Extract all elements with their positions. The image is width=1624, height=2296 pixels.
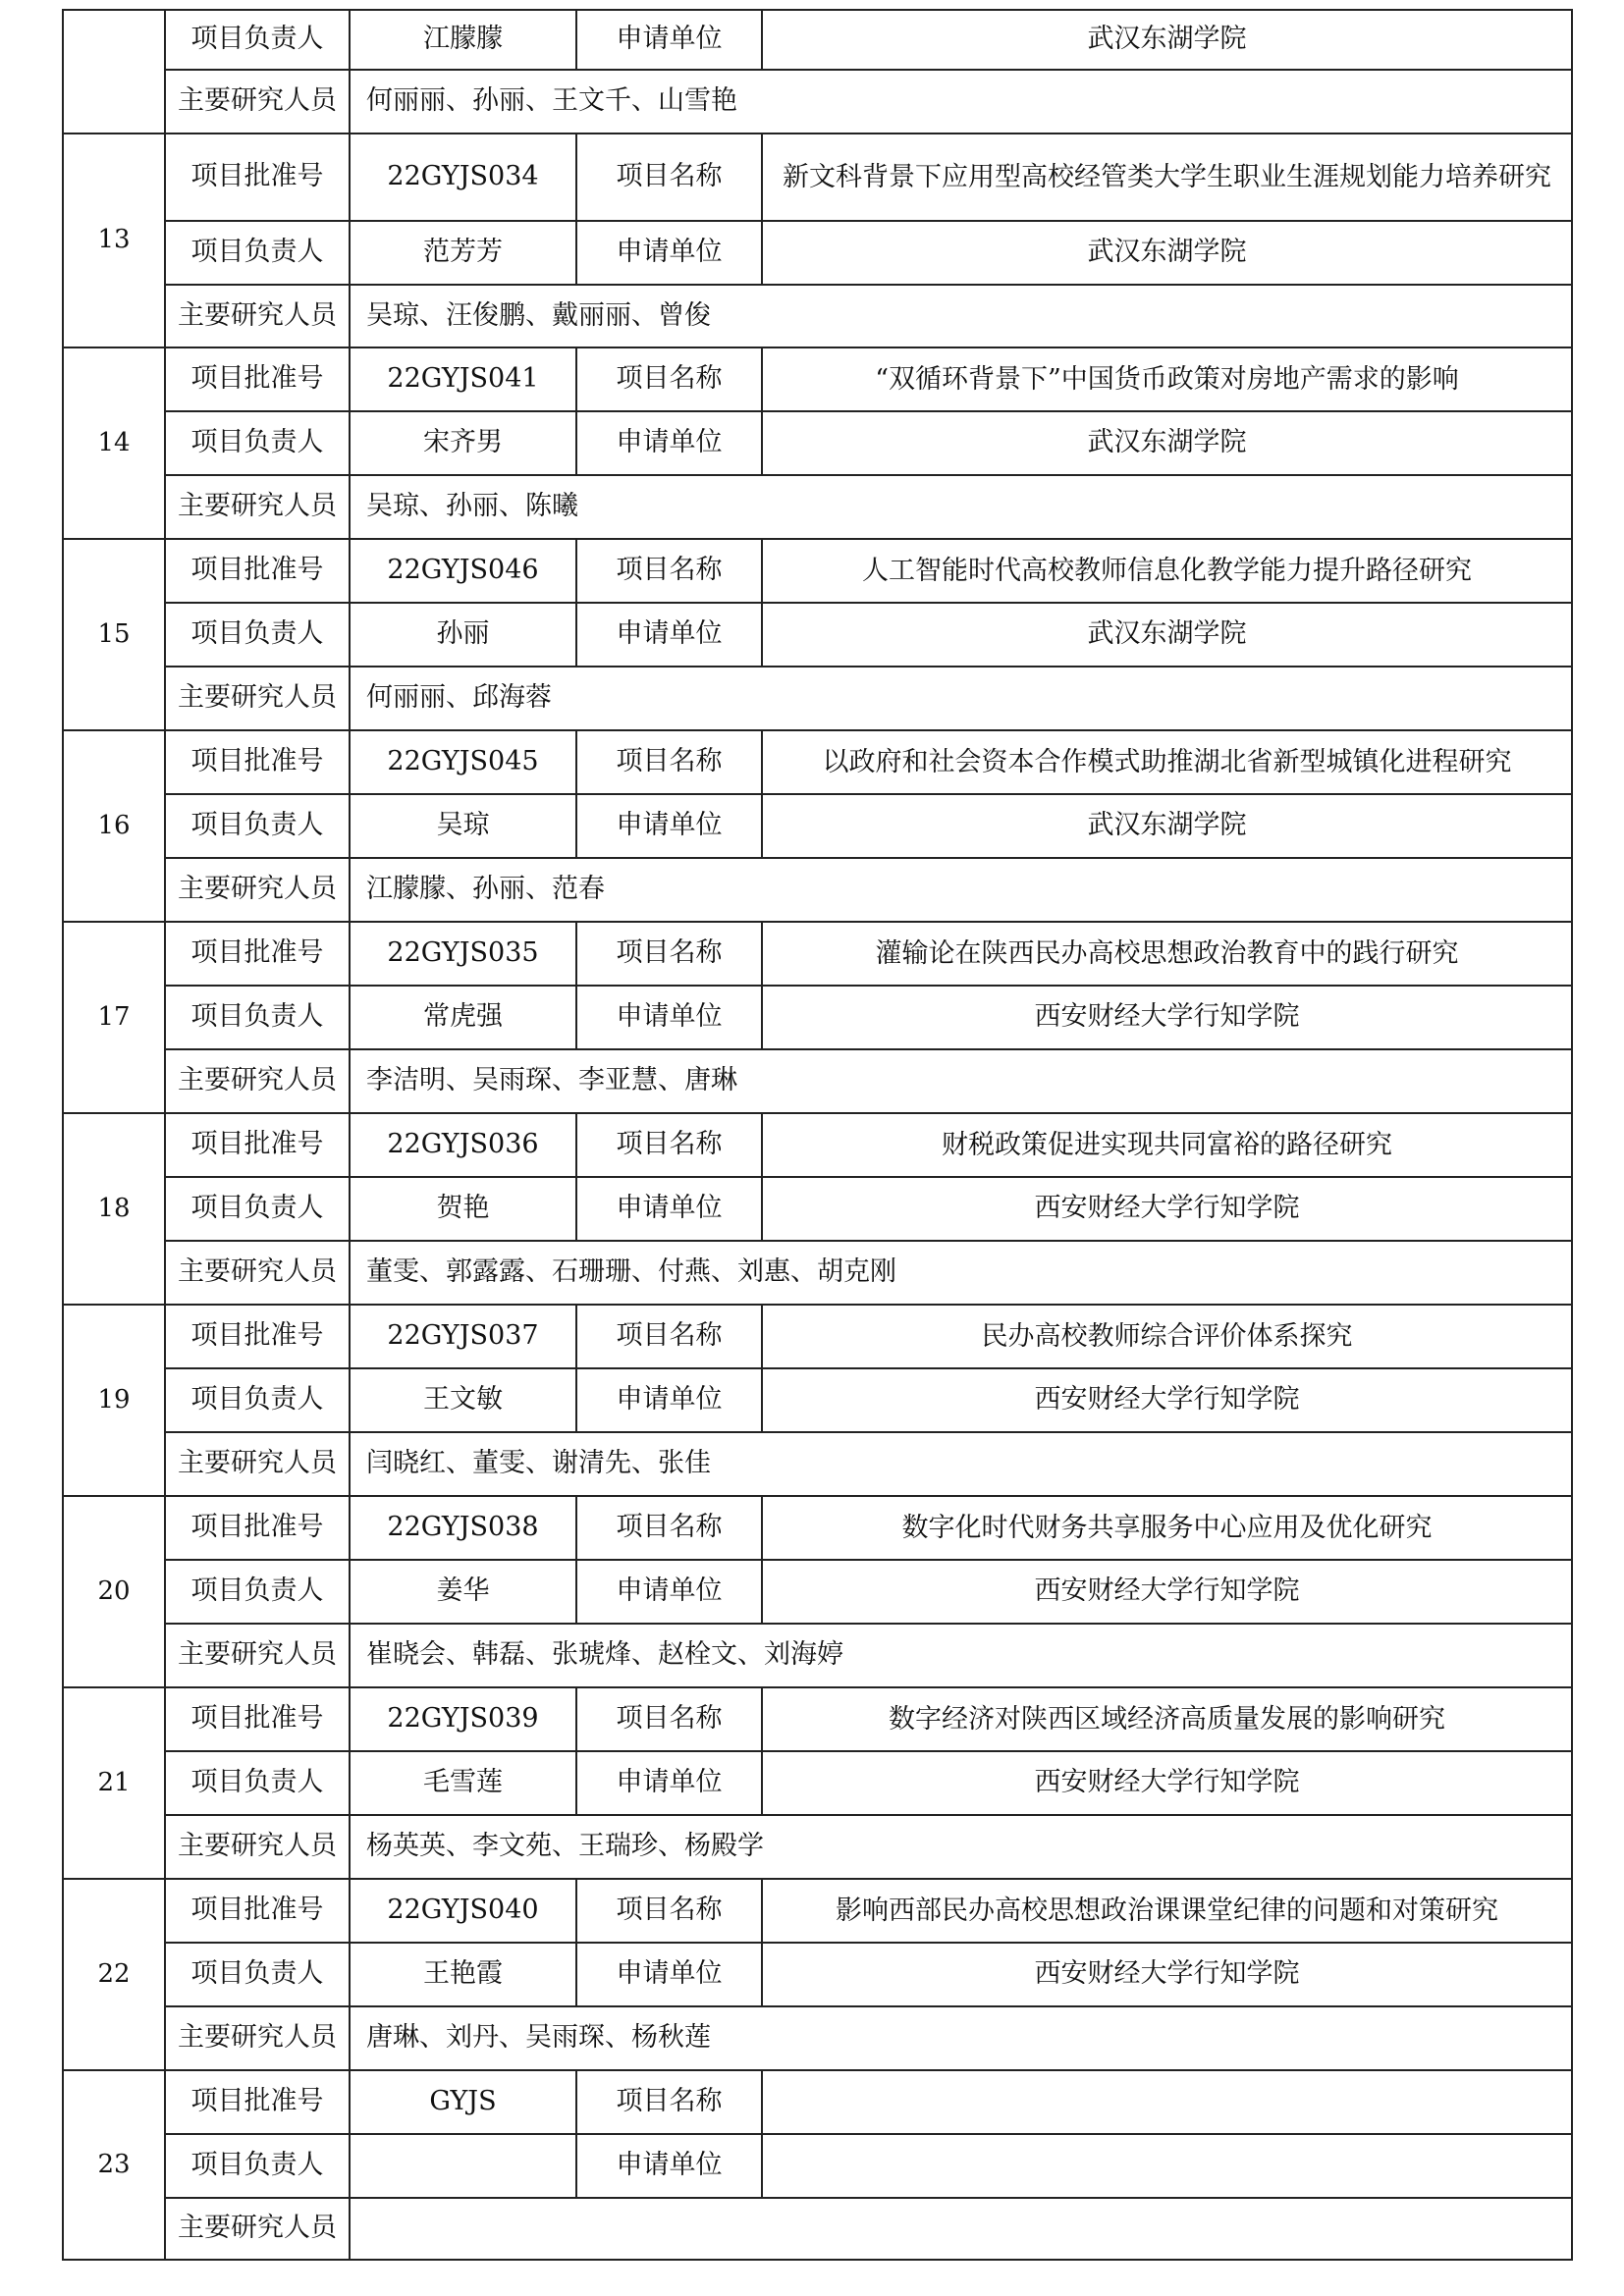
row-index: 20 (63, 1496, 165, 1687)
table-row (63, 1241, 1572, 1305)
approval-no-value: GYJS (350, 2070, 576, 2134)
members-value: 吴琼、孙丽、陈曦 (350, 475, 1572, 539)
members-label: 主要研究人员 (165, 1432, 350, 1496)
project-name-label: 项目名称 (576, 1879, 762, 1943)
leader-value: 王文敏 (350, 1368, 576, 1432)
members-value: 何丽丽、邱海蓉 (350, 667, 1572, 730)
leader-value: 毛雪莲 (350, 1751, 576, 1815)
approval-no-label: 项目批准号 (165, 1687, 350, 1751)
project-name-label: 项目名称 (576, 1305, 762, 1368)
table-row (63, 1432, 1572, 1496)
table-row (63, 667, 1572, 730)
project-name-value: 人工智能时代高校教师信息化教学能力提升路径研究 (762, 539, 1572, 603)
members-value: 唐琳、刘丹、吴雨琛、杨秋莲 (350, 2006, 1572, 2070)
members-value: 江朦朦、孙丽、范春 (350, 858, 1572, 922)
table-row (63, 347, 1572, 411)
unit-value: 西安财经大学行知学院 (762, 1368, 1572, 1432)
leader-label: 项目负责人 (165, 1751, 350, 1815)
row-index (63, 10, 165, 133)
table-row (63, 2134, 1572, 2198)
members-value: 何丽丽、孙丽、王文千、山雪艳 (350, 70, 1572, 133)
members-label: 主要研究人员 (165, 667, 350, 730)
unit-label: 申请单位 (576, 986, 762, 1049)
unit-label: 申请单位 (576, 603, 762, 667)
leader-value: 孙丽 (350, 603, 576, 667)
project-table-body (63, 10, 1572, 2260)
row-index: 14 (63, 347, 165, 539)
table-row (63, 1624, 1572, 1687)
unit-label: 申请单位 (576, 1943, 762, 2006)
project-name-label: 项目名称 (576, 1687, 762, 1751)
leader-label: 项目负责人 (165, 10, 350, 70)
approval-no-label: 项目批准号 (165, 730, 350, 794)
table-row (63, 1687, 1572, 1751)
unit-label: 申请单位 (576, 1751, 762, 1815)
leader-value: 王艳霞 (350, 1943, 576, 2006)
members-label: 主要研究人员 (165, 1624, 350, 1687)
leader-value: 吴琼 (350, 794, 576, 858)
unit-label: 申请单位 (576, 1560, 762, 1624)
leader-label: 项目负责人 (165, 794, 350, 858)
project-name-value: 数字经济对陕西区域经济高质量发展的影响研究 (762, 1687, 1572, 1751)
table-row (63, 922, 1572, 986)
project-name-value: 数字化时代财务共享服务中心应用及优化研究 (762, 1496, 1572, 1560)
row-index: 16 (63, 730, 165, 922)
project-name-label: 项目名称 (576, 2070, 762, 2134)
table-row (63, 1305, 1572, 1368)
table-row (63, 858, 1572, 922)
approval-no-value: 22GYJS035 (350, 922, 576, 986)
table-row (63, 1943, 1572, 2006)
table-row (63, 70, 1572, 133)
members-label: 主要研究人员 (165, 1815, 350, 1879)
row-index: 19 (63, 1305, 165, 1496)
leader-label: 项目负责人 (165, 221, 350, 285)
unit-value: 西安财经大学行知学院 (762, 986, 1572, 1049)
members-value: 杨英英、李文苑、王瑞珍、杨殿学 (350, 1815, 1572, 1879)
approval-no-value: 22GYJS045 (350, 730, 576, 794)
table-row (63, 539, 1572, 603)
table-row (63, 794, 1572, 858)
project-name-label: 项目名称 (576, 347, 762, 411)
members-value: 李洁明、吴雨琛、李亚慧、唐琳 (350, 1049, 1572, 1113)
table-row (63, 10, 1572, 70)
table-row (63, 285, 1572, 347)
table-row (63, 986, 1572, 1049)
project-name-value: 以政府和社会资本合作模式助推湖北省新型城镇化进程研究 (762, 730, 1572, 794)
project-name-value: 新文科背景下应用型高校经管类大学生职业生涯规划能力培养研究 (762, 133, 1572, 221)
approval-no-label: 项目批准号 (165, 1113, 350, 1177)
table-row (63, 1368, 1572, 1432)
table-row (63, 603, 1572, 667)
row-index: 22 (63, 1879, 165, 2070)
approval-no-label: 项目批准号 (165, 1305, 350, 1368)
table-row (63, 1560, 1572, 1624)
project-name-label: 项目名称 (576, 1113, 762, 1177)
project-list-table (62, 9, 1573, 2261)
members-label: 主要研究人员 (165, 858, 350, 922)
members-value: 董雯、郭露露、石珊珊、付燕、刘惠、胡克刚 (350, 1241, 1572, 1305)
unit-label: 申请单位 (576, 411, 762, 475)
row-index: 17 (63, 922, 165, 1113)
members-value: 崔晓会、韩磊、张琥烽、赵栓文、刘海婷 (350, 1624, 1572, 1687)
table-row (63, 475, 1572, 539)
table-row (63, 1113, 1572, 1177)
project-name-value: 民办高校教师综合评价体系探究 (762, 1305, 1572, 1368)
project-name-label: 项目名称 (576, 922, 762, 986)
table-row (63, 1049, 1572, 1113)
approval-no-value: 22GYJS041 (350, 347, 576, 411)
unit-value: 武汉东湖学院 (762, 221, 1572, 285)
table-row (63, 133, 1572, 221)
members-label: 主要研究人员 (165, 1241, 350, 1305)
table-row (63, 1177, 1572, 1241)
approval-no-value: 22GYJS036 (350, 1113, 576, 1177)
approval-no-label: 项目批准号 (165, 347, 350, 411)
approval-no-value: 22GYJS039 (350, 1687, 576, 1751)
unit-value: 武汉东湖学院 (762, 411, 1572, 475)
approval-no-value: 22GYJS040 (350, 1879, 576, 1943)
approval-no-label: 项目批准号 (165, 2070, 350, 2134)
members-value: 吴琼、汪俊鹏、戴丽丽、曾俊 (350, 285, 1572, 347)
table-row (63, 2198, 1572, 2260)
table-row (63, 730, 1572, 794)
project-name-value: “双循环背景下”中国货币政策对房地产需求的影响 (762, 347, 1572, 411)
leader-value: 江朦朦 (350, 10, 576, 70)
table-row (63, 1815, 1572, 1879)
table-row (63, 1879, 1572, 1943)
project-name-value: 影响西部民办高校思想政治课课堂纪律的问题和对策研究 (762, 1879, 1572, 1943)
table-row (63, 2006, 1572, 2070)
unit-value (762, 2134, 1572, 2198)
approval-no-label: 项目批准号 (165, 1496, 350, 1560)
leader-value (350, 2134, 576, 2198)
leader-label: 项目负责人 (165, 1943, 350, 2006)
project-name-value (762, 2070, 1572, 2134)
table-row (63, 221, 1572, 285)
project-name-label: 项目名称 (576, 539, 762, 603)
unit-label: 申请单位 (576, 10, 762, 70)
project-name-value: 财税政策促进实现共同富裕的路径研究 (762, 1113, 1572, 1177)
unit-label: 申请单位 (576, 2134, 762, 2198)
approval-no-value: 22GYJS038 (350, 1496, 576, 1560)
unit-label: 申请单位 (576, 794, 762, 858)
project-name-value: 灌输论在陕西民办高校思想政治教育中的践行研究 (762, 922, 1572, 986)
leader-value: 常虎强 (350, 986, 576, 1049)
unit-value: 武汉东湖学院 (762, 603, 1572, 667)
leader-value: 姜华 (350, 1560, 576, 1624)
members-label: 主要研究人员 (165, 285, 350, 347)
leader-label: 项目负责人 (165, 2134, 350, 2198)
approval-no-label: 项目批准号 (165, 133, 350, 221)
unit-value: 西安财经大学行知学院 (762, 1177, 1572, 1241)
project-name-label: 项目名称 (576, 730, 762, 794)
unit-label: 申请单位 (576, 1177, 762, 1241)
leader-label: 项目负责人 (165, 603, 350, 667)
row-index: 13 (63, 133, 165, 347)
members-value: 闫晓红、董雯、谢清先、张佳 (350, 1432, 1572, 1496)
row-index: 23 (63, 2070, 165, 2260)
members-label: 主要研究人员 (165, 1049, 350, 1113)
unit-value: 西安财经大学行知学院 (762, 1943, 1572, 2006)
leader-value: 贺艳 (350, 1177, 576, 1241)
unit-value: 西安财经大学行知学院 (762, 1560, 1572, 1624)
approval-no-value: 22GYJS034 (350, 133, 576, 221)
row-index: 21 (63, 1687, 165, 1879)
table-row (63, 1751, 1572, 1815)
approval-no-value: 22GYJS037 (350, 1305, 576, 1368)
project-name-label: 项目名称 (576, 133, 762, 221)
unit-value: 武汉东湖学院 (762, 10, 1572, 70)
leader-label: 项目负责人 (165, 986, 350, 1049)
unit-value: 西安财经大学行知学院 (762, 1751, 1572, 1815)
unit-label: 申请单位 (576, 1368, 762, 1432)
unit-label: 申请单位 (576, 221, 762, 285)
project-name-label: 项目名称 (576, 1496, 762, 1560)
members-label: 主要研究人员 (165, 2198, 350, 2260)
leader-label: 项目负责人 (165, 1177, 350, 1241)
leader-label: 项目负责人 (165, 1560, 350, 1624)
leader-label: 项目负责人 (165, 1368, 350, 1432)
row-index: 18 (63, 1113, 165, 1305)
unit-value: 武汉东湖学院 (762, 794, 1572, 858)
members-value (350, 2198, 1572, 2260)
approval-no-label: 项目批准号 (165, 922, 350, 986)
members-label: 主要研究人员 (165, 70, 350, 133)
table-row (63, 411, 1572, 475)
approval-no-label: 项目批准号 (165, 539, 350, 603)
leader-value: 宋齐男 (350, 411, 576, 475)
leader-label: 项目负责人 (165, 411, 350, 475)
members-label: 主要研究人员 (165, 475, 350, 539)
approval-no-value: 22GYJS046 (350, 539, 576, 603)
table-row (63, 1496, 1572, 1560)
members-label: 主要研究人员 (165, 2006, 350, 2070)
leader-value: 范芳芳 (350, 221, 576, 285)
approval-no-label: 项目批准号 (165, 1879, 350, 1943)
row-index: 15 (63, 539, 165, 730)
table-row (63, 2070, 1572, 2134)
